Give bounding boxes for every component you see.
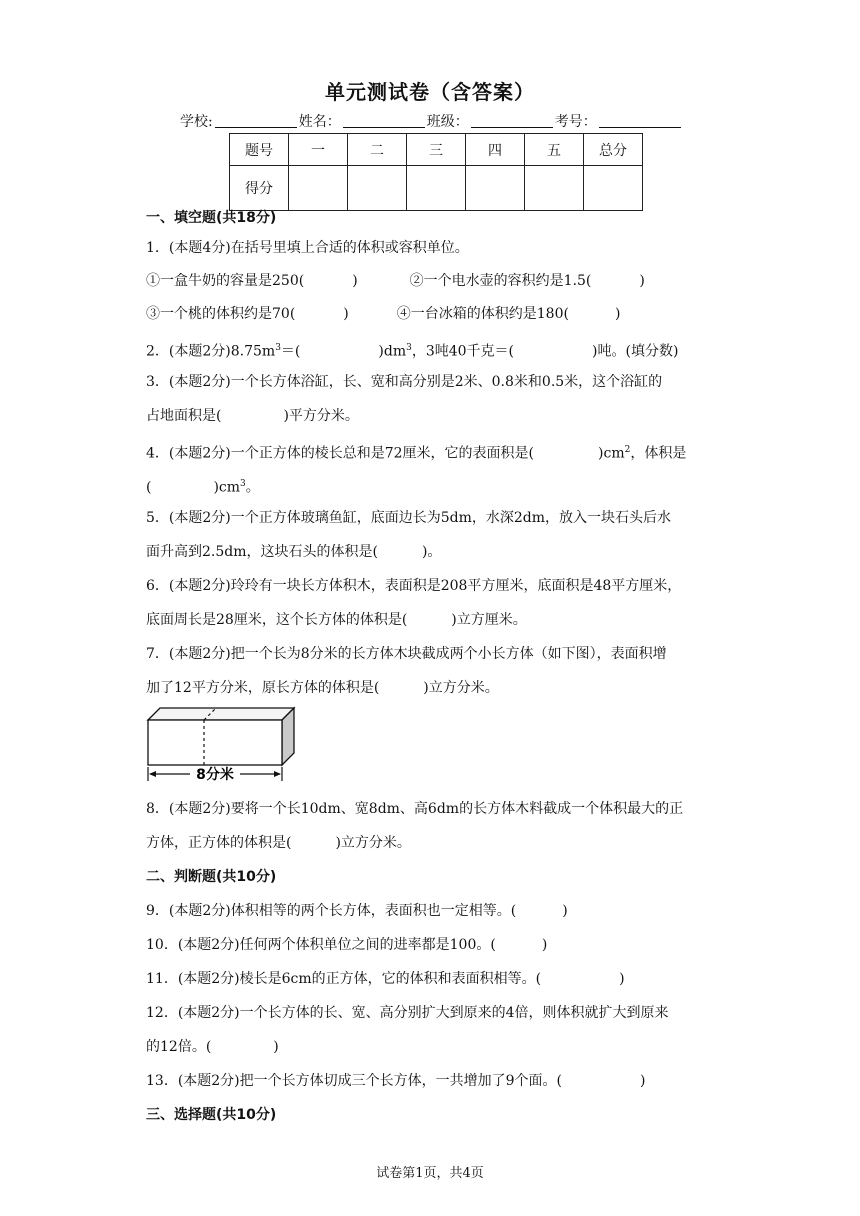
q1-part-d: ④一台冰箱的体积约是180(	[396, 306, 569, 322]
paren-close: )	[541, 937, 548, 953]
question-6-line1: 6．(本题2分)玲玲有一块长方体积木，表面积是208平方厘米，底面积是48平方厘米，	[146, 578, 682, 594]
question-9	[146, 902, 568, 920]
paren-close: )	[273, 1039, 279, 1055]
question-3-line2	[146, 407, 359, 425]
q2-text: 2．(本题2分)8.75m	[146, 343, 276, 360]
score-cell[interactable]	[584, 166, 643, 211]
question-1-parts-ab	[146, 272, 645, 290]
section-heading-judge: 二、判断题(共10分)	[146, 869, 277, 885]
question-5-line1: 5．(本题2分)一个正方体玻璃鱼缸，底面边长为5dm，水深2dm，放入一块石头后水	[146, 510, 672, 526]
superscript: 3	[275, 343, 281, 353]
question-8-line1: 8．(本题2分)要将一个长10dm、宽8dm、高6dm的长方体木料截成一个体积最大的正	[146, 801, 684, 817]
question-10	[146, 936, 547, 954]
cuboid-figure	[144, 703, 300, 783]
q13-text: 13．(本题2分)把一个长方体切成三个长方体，一共增加了9个面。(	[146, 1073, 563, 1089]
name-blank[interactable]	[343, 113, 425, 128]
paren-close: )	[639, 273, 645, 289]
q7-text: 加了12平方分米，原长方体的体积是(	[146, 680, 380, 696]
figure-length-label: 8分米	[196, 767, 234, 783]
superscript: 3	[406, 343, 412, 353]
page-title: 单元测试卷（含答案）	[325, 80, 535, 104]
question-4-line2	[146, 475, 260, 497]
q11-text: 11．(本题2分)棱长是6cm的正方体，它的体积和表面积相等。(	[146, 971, 542, 987]
question-3-line1: 3．(本题2分)一个长方体浴缸，长、宽和高分别是2米、0.8米和0.5米，这个浴缸的	[146, 374, 663, 390]
question-6-line2	[146, 611, 527, 629]
q1-part-c: ③一个桃的体积约是70(	[146, 306, 296, 322]
q4-text: ，体积是	[630, 445, 687, 462]
question-12-line1: 12．(本题2分)一个长方体的长、宽、高分别扩大到原来的4倍，则体积就扩大到原来	[146, 1005, 669, 1021]
school-blank[interactable]	[215, 113, 297, 128]
q12-text: 的12倍。(	[146, 1039, 212, 1055]
q3-text: 占地面积是(	[146, 408, 222, 424]
question-8-line2	[146, 834, 411, 852]
q2-text: )吨。(填分数)	[592, 343, 679, 360]
header-cell: 总分	[584, 134, 643, 166]
q4-text: 4．(本题2分)一个正方体的棱长总和是72厘米，它的表面积是(	[146, 445, 535, 462]
question-4-line1	[146, 441, 686, 463]
score-table-row	[230, 166, 643, 211]
score-cell[interactable]	[348, 166, 407, 211]
q4-text: 。	[245, 479, 260, 496]
q10-text: 10．(本题2分)任何两个体积单位之间的进率都是100。(	[146, 937, 496, 953]
question-5-line2	[146, 543, 441, 561]
q3-text: )平方分米。	[283, 408, 359, 424]
superscript: 2	[624, 445, 631, 455]
question-7-line2	[146, 679, 499, 697]
q5-text: )。	[421, 544, 442, 560]
paren-close: )	[640, 1073, 646, 1089]
page-footer: 试卷第1页，共4页	[376, 1166, 484, 1181]
q6-text: )立方厘米。	[451, 612, 527, 628]
header-cell: 一	[289, 134, 348, 166]
score-cell[interactable]	[525, 166, 584, 211]
q8-text: 方体，正方体的体积是(	[146, 835, 292, 851]
score-table	[229, 133, 643, 211]
question-2	[146, 339, 678, 361]
q4-text: )cm	[598, 445, 625, 462]
q6-text: 底面周长是28厘米，这个长方体的体积是(	[146, 612, 408, 628]
class-label: 班级：	[426, 114, 469, 130]
class-blank[interactable]	[471, 113, 553, 128]
score-cell[interactable]	[466, 166, 525, 211]
score-cell[interactable]	[289, 166, 348, 211]
paren-close: )	[614, 306, 621, 322]
header-cell: 三	[407, 134, 466, 166]
score-table-header	[230, 134, 643, 166]
question-1: 1．(本题4分)在括号里填上合适的体积或容积单位。	[146, 240, 469, 256]
score-row-label: 得分	[230, 166, 289, 211]
paren-close: )	[343, 306, 349, 322]
q4-text: (	[146, 479, 152, 496]
header-cell: 五	[525, 134, 584, 166]
header-cell: 二	[348, 134, 407, 166]
question-7-line1: 7．(本题2分)把一个长为8分米的长方体木块截成两个小长方体（如下图），表面积增	[146, 646, 667, 662]
q2-text: ＝(	[280, 343, 301, 360]
score-cell[interactable]	[407, 166, 466, 211]
question-1-parts-cd	[146, 305, 620, 323]
school-label: 学校:	[180, 114, 213, 130]
paren-close: )	[562, 903, 568, 919]
paren-close: )	[352, 273, 358, 289]
q5-text: 面升高到2.5dm，这块石头的体积是(	[146, 544, 378, 560]
question-12-line2	[146, 1038, 279, 1056]
section-heading-fill: 一、填空题(共18分)	[146, 210, 277, 226]
paren-close: )	[619, 971, 625, 987]
exam-no-label: 考号：	[554, 114, 597, 130]
header-cell: 题号	[230, 134, 289, 166]
question-13	[146, 1072, 645, 1090]
q2-text: )dm	[378, 343, 407, 360]
student-info-line	[180, 111, 683, 131]
superscript: 3	[240, 479, 246, 489]
q1-part-b: ②一个电水壶的容积约是1.5(	[409, 273, 592, 289]
question-11	[146, 970, 625, 988]
q2-text: ，3吨40千克＝(	[411, 343, 515, 360]
exam-no-blank[interactable]	[599, 113, 681, 128]
q8-text: )立方分米。	[335, 835, 411, 851]
q9-text: 9．(本题2分)体积相等的两个长方体，表面积也一定相等。(	[146, 903, 517, 919]
q4-text: )cm	[213, 479, 241, 496]
header-cell: 四	[466, 134, 525, 166]
q7-text: )立方分米。	[423, 680, 499, 696]
q1-part-a: ①一盒牛奶的容量是250(	[146, 273, 305, 289]
name-label: 姓名：	[298, 114, 341, 130]
section-heading-choice: 三、选择题(共10分)	[146, 1107, 277, 1123]
